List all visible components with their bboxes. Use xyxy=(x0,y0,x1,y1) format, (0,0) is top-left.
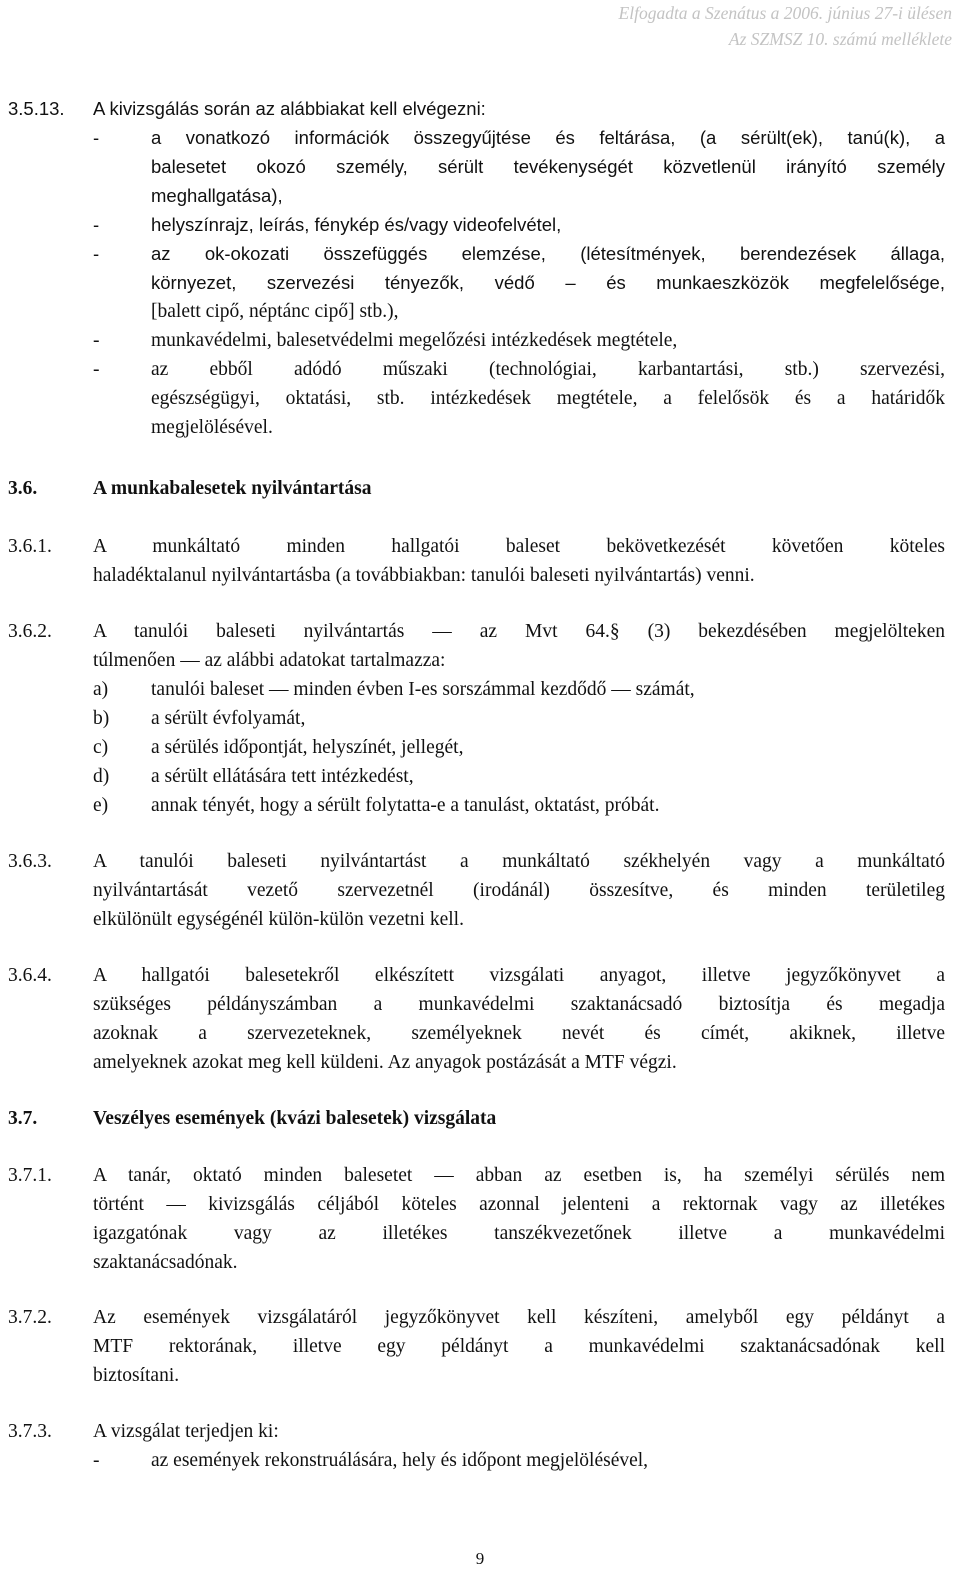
paragraph-line: A tanulói baleseti nyilvántartás — az Mvt 64.§ (3) bekezdésében megjelölteken xyxy=(93,621,945,642)
paragraph-line: igazgatónak vagy az illetékes tanszékvezetőnek illetve a munkavédelmi xyxy=(93,1223,945,1244)
header-annex-note: Az SZMSZ 10. számú melléklete xyxy=(728,29,952,49)
list-item-text: a sérült ellátására tett intézkedést, xyxy=(151,766,414,787)
paragraph-line: szaktanácsadónak. xyxy=(93,1252,238,1273)
list-item-text: helyszínrajz, leírás, fénykép és/vagy videofelvétel, xyxy=(151,214,562,235)
section-number: 3.7.3. xyxy=(8,1421,52,1442)
section-number: 3.6.4. xyxy=(8,965,52,986)
list-label: d) xyxy=(93,766,110,787)
list-item-text: a sérülés időpontját, helyszínét, jellegét, xyxy=(151,737,464,758)
section-3-5-13-continued xyxy=(0,297,960,442)
section-number: 3.6. xyxy=(8,478,38,499)
paragraph-line: túlmenően — az alábbi adatokat tartalmazza: xyxy=(93,650,446,671)
list-item-text: az ebből adódó műszaki (technológiai, karbantartási, stb.) szervezési, xyxy=(151,359,945,380)
list-dash: - xyxy=(93,243,100,264)
section-number: 3.6.3. xyxy=(8,851,52,872)
section-title: A munkabalesetek nyilvántartása xyxy=(93,478,372,499)
list-dash: - xyxy=(93,1450,100,1471)
section-3-7-heading xyxy=(0,1104,960,1133)
list-item-text: a sérült évfolyamát, xyxy=(151,708,306,729)
paragraph-line: A vizsgálat terjedjen ki: xyxy=(93,1421,279,1442)
list-dash: - xyxy=(93,330,100,351)
list-label: c) xyxy=(93,737,109,758)
section-number: 3.7.1. xyxy=(8,1165,52,1186)
section-number: 3.6.2. xyxy=(8,621,52,642)
list-item-text: az ok-okozati összefüggés elemzése, (létesítmények, berendezések állaga, xyxy=(151,243,945,264)
paragraph-line: azoknak a szervezeteknek, személyeknek nevét és címét, akiknek, illetve xyxy=(93,1023,945,1044)
list-dash: - xyxy=(93,127,100,148)
list-item xyxy=(0,762,960,791)
paragraph-line: szükséges példányszámban a munkavédelmi szaktanácsadó biztosítja és megadja xyxy=(93,994,945,1015)
section-3-6-2 xyxy=(0,617,960,820)
list-item-text: tanulói baleset — minden évben I-es sorszámmal kezdődő — számát, xyxy=(151,679,695,700)
list-item-text: környezet, szervezési tényezők, védő – és munkaeszközök megfelelősége, xyxy=(151,272,945,293)
list-item-text: balesetet okozó személy, sérült tevékenységét közvetlenül irányító személy xyxy=(151,156,945,177)
list-item-text: megjelölésével. xyxy=(151,417,273,438)
section-title: Veszélyes események (kvázi balesetek) vizsgálata xyxy=(93,1108,497,1129)
section-number: 3.7.2. xyxy=(8,1307,52,1328)
list-item-text: meghallgatása), xyxy=(151,185,283,206)
section-number: 3.7. xyxy=(8,1108,38,1129)
page-number: 9 xyxy=(475,1549,485,1568)
list-item xyxy=(0,704,960,733)
section-3-6-3 xyxy=(0,847,960,934)
section-3-6-heading xyxy=(0,474,960,503)
list-label: e) xyxy=(93,795,109,816)
paragraph-line: Az események vizsgálatáról jegyzőkönyvet kell készíteni, amelyből egy példányt a xyxy=(93,1307,945,1328)
paragraph-line: A hallgatói balesetekről elkészített vizsgálati anyagot, illetve jegyzőkönyvet a xyxy=(93,965,945,986)
list-item xyxy=(0,733,960,762)
paragraph-line: nyilvántartását vezető szervezetnél (irodánál) összesítve, és minden területileg xyxy=(93,880,945,901)
section-3-5-13 xyxy=(0,94,960,297)
section-number: 3.6.1. xyxy=(8,536,52,557)
list-item-text: munkavédelmi, balesetvédelmi megelőzési intézkedések megtétele, xyxy=(151,330,678,351)
paragraph-line: A tanulói baleseti nyilvántartást a munkáltató székhelyén vagy a munkáltató xyxy=(93,851,945,872)
paragraph-line: A munkáltató minden hallgatói baleset bekövetkezését követően köteles xyxy=(93,536,945,557)
section-3-7-3 xyxy=(0,1417,960,1475)
list-item-text: [balett cipő, néptánc cipő] stb.), xyxy=(151,301,399,322)
paragraph-line: biztosítani. xyxy=(93,1365,180,1386)
paragraph-line: amelyeknek azokat meg kell küldeni. Az anyagok postázását a MTF végzi. xyxy=(93,1052,677,1073)
list-dash: - xyxy=(93,214,100,235)
list-dash: - xyxy=(93,359,100,380)
header-adoption-note: Elfogadta a Szenátus a 2006. június 27-i ülésen xyxy=(618,3,952,23)
list-item-text: a vonatkozó információk összegyűjtése és feltárása, (a sérült(ek), tanú(k), a xyxy=(151,127,945,148)
paragraph-line: MTF rektorának, illetve egy példányt a munkavédelmi szaktanácsadónak kell xyxy=(93,1336,945,1357)
list-item xyxy=(0,675,960,704)
paragraph-line: haladéktalanul nyilvántartásba (a továbbiakban: tanulói baleseti nyilvántartás) venni. xyxy=(93,565,755,586)
section-3-6-4 xyxy=(0,961,960,1077)
section-3-7-1 xyxy=(0,1161,960,1277)
list-item xyxy=(0,791,960,820)
list-item-text: az események rekonstruálására, hely és időpont megjelölésével, xyxy=(151,1450,649,1471)
paragraph-line: A tanár, oktató minden balesetet — abban az esetben is, ha személyi sérülés nem xyxy=(93,1165,945,1186)
list-item-text: annak tényét, hogy a sérült folytatta-e a tanulást, oktatást, próbát. xyxy=(151,795,660,816)
paragraph-line: történt — kivizsgálás céljából köteles azonnal jelenteni a rektornak vagy az illetékes xyxy=(93,1194,945,1215)
section-intro: A kivizsgálás során az alábbiakat kell elvégezni: xyxy=(93,98,486,119)
section-number: 3.5.13. xyxy=(8,98,65,119)
list-label: a) xyxy=(93,679,109,700)
section-3-6-1 xyxy=(0,532,960,590)
section-3-7-2 xyxy=(0,1303,960,1390)
list-item-text: egészségügyi, oktatási, stb. intézkedések megtétele, a felelősök és a határidők xyxy=(151,388,945,409)
paragraph-line: elkülönült egységénél külön-külön vezetni kell. xyxy=(93,909,464,930)
list-label: b) xyxy=(93,708,110,729)
